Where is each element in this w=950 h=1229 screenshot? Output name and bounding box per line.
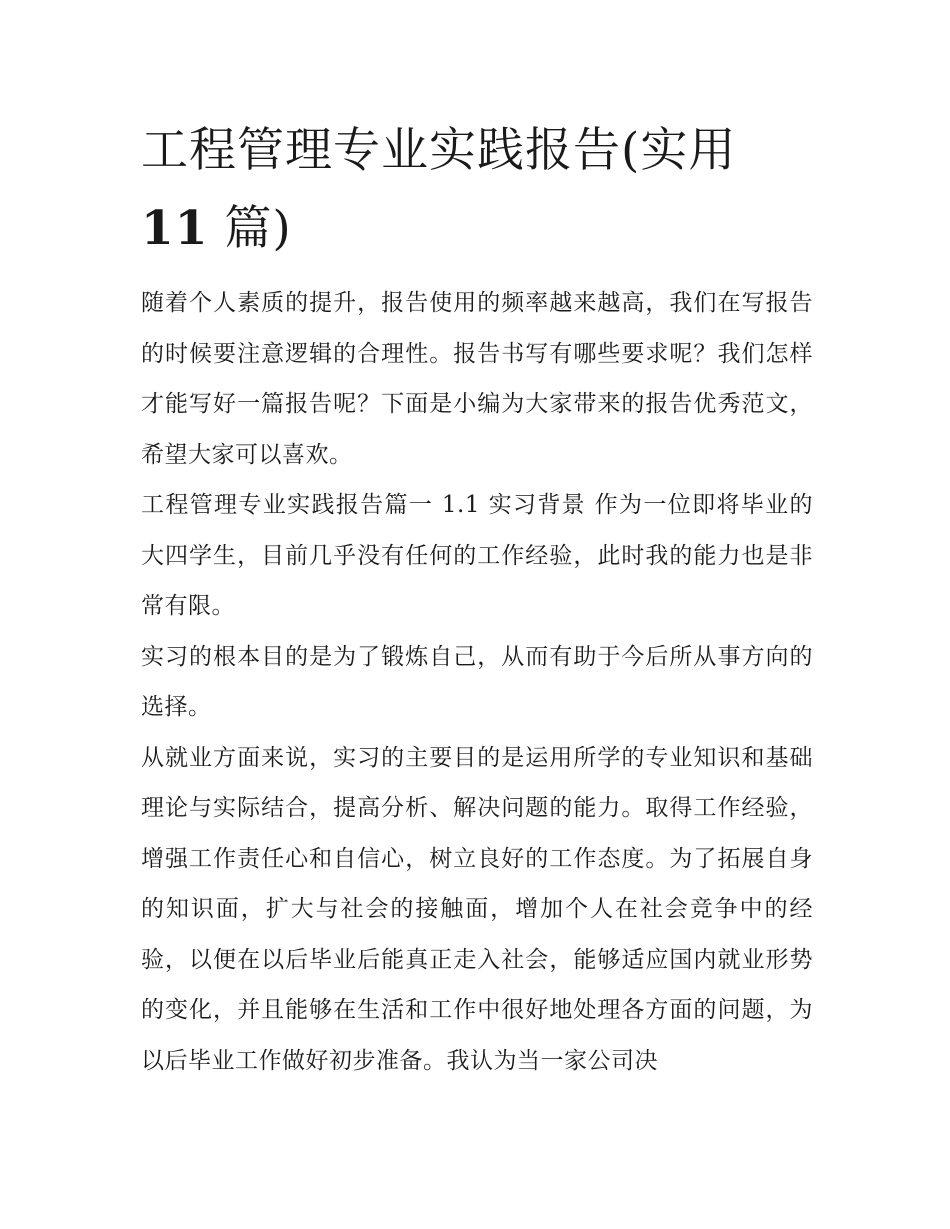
paragraph-employment: 从就业方面来说，实习的主要目的是运用所学的专业知识和基础理论与实际结合，提高分析、解决问题的能力。取得工作经验，增强工作责任心和自信心，树立良好的工作态度。为了拓展自身的知识面，扩大与社会的接触面，增加个人在社会竞争中的经验，以便在以后毕业后能真正走入社会，能够适应国内就业形势的变化，并且能够在生活和工作中很好地处理各方面的问题，为以后毕业工作做好初步准备。我认为当一家公司决 <box>141 744 813 1074</box>
title-number: 11 <box>141 201 209 256</box>
document-body <box>141 112 813 1086</box>
title-line-1: 工程管理专业实践报告(实用 <box>141 123 737 178</box>
paragraph-purpose: 实习的根本目的是为了锻炼自己，从而有助于今后所从事方向的选择。 <box>141 643 813 720</box>
paragraph-background: 工程管理专业实践报告篇一 1.1 实习背景 作为一位即将毕业的大四学生，目前几乎没有任何的工作经验，此时我的能力也是非常有限。 <box>141 492 813 619</box>
paragraph-intro: 随着个人素质的提升，报告使用的频率越来越高，我们在写报告的时候要注意逻辑的合理性。报告书写有哪些要求呢？我们怎样才能写好一篇报告呢？下面是小编为大家带来的报告优秀范文，希望大家可以喜欢。 <box>141 290 813 468</box>
document-title <box>141 112 813 268</box>
title-line-2: 篇) <box>224 201 292 256</box>
